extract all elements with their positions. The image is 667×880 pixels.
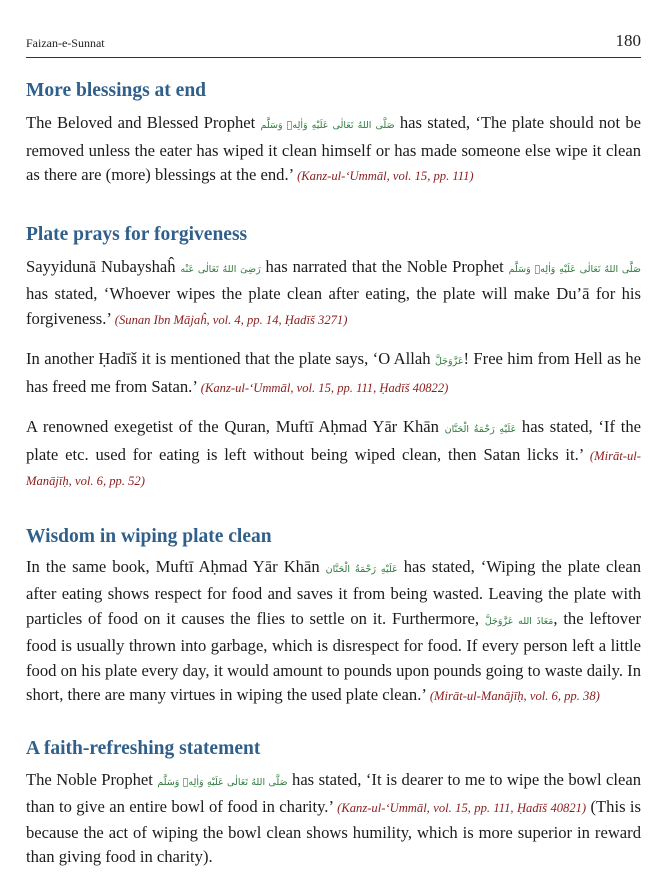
- honorific-prophet: صَلَّى اللهُ تَعَالٰى عَلَيْهِ وَاٰلِهٖ وَسَلَّم: [508, 263, 641, 275]
- text-run: In the same book, Muftī Aḥmad Yār Khān: [26, 556, 326, 576]
- section-heading-more-blessings: More blessings at end: [26, 80, 207, 101]
- section-heading-plate-prays: Plate prays for forgiveness: [26, 223, 248, 245]
- reference-citation: (Mirāt-ul-Manājīḥ, vol. 6, pp. 52): [26, 448, 641, 488]
- text-run: The Noble Prophet: [26, 769, 158, 789]
- book-title: Faizan-e-Sunnat: [26, 36, 105, 50]
- reference-citation: (Mirāt-ul-Manājīḥ, vol. 6, pp. 38): [429, 689, 600, 703]
- honorific-rahmat: عَلَيْهِ رَحْمَةُ الْحَنَّان: [325, 563, 398, 575]
- text-run: has stated, ‘If the plate etc. used for eating is left without being wiped clean, then Satan licks it.’: [26, 417, 641, 464]
- running-header: [26, 0, 641, 58]
- honorific-ma-azallah: مَعَاذَ الله عَزَّوَجَلَّ: [484, 615, 554, 627]
- paragraph-another-hadith: [26, 347, 641, 400]
- text-run: has stated, ‘The plate should not be removed unless the eater has wiped it clean himself or has made someone else wipe it clean as there are (more) blessings at the end.’: [26, 113, 641, 184]
- page-number: 180: [615, 31, 641, 50]
- section-heading-faith-refreshing: A faith-refreshing statement: [26, 737, 261, 759]
- reference-citation: (Kanz-ul-‘Ummāl, vol. 15, pp. 111, Ḥadīš 40821): [337, 801, 587, 815]
- honorific-rahmat: عَلَيْهِ رَحْمَةُ الْحَنَّان: [444, 424, 517, 435]
- text-run: Sayyidunā Nubayshaĥ: [26, 256, 181, 276]
- header-rule: [26, 57, 641, 58]
- honorific-prophet: صَلَّى اللهُ تَعَالٰى عَلَيْهِ وَاٰلِهٖ وَسَلَّم: [260, 120, 395, 131]
- text-run: A renowned exegetist of the Quran, Muftī Aḥmad Yār Khān: [26, 417, 445, 436]
- paragraph-more-blessings: [26, 111, 641, 189]
- paragraph-plate-prays: [26, 255, 641, 333]
- text-run: has stated, ‘Wiping the plate clean after eating shows respect for food and saves it from being wasted. Leaving the plate with particles of food on it causes the flies to settle on it. Furthermore,: [26, 556, 641, 628]
- reference-citation: (Kanz-ul-‘Ummāl, vol. 15, pp. 111): [297, 169, 474, 183]
- text-run: The Beloved and Blessed Prophet: [26, 113, 261, 132]
- honorific-prophet: صَلَّى اللهُ تَعَالٰى عَلَيْهِ وَاٰلِهٖ وَسَلَّم: [157, 776, 288, 788]
- text-run: ! Free him from Hell as he has freed me from Satan.’: [26, 349, 642, 396]
- honorific-radi: رَضِىَ اللهُ تَعَالٰى عَنْه: [180, 263, 261, 275]
- reference-citation: (Sunan Ibn Mājaĥ, vol. 4, pp. 14, Ḥadīš 3271): [114, 312, 348, 327]
- text-run: has narrated that the Noble Prophet: [260, 256, 509, 276]
- paragraph-wisdom: [26, 555, 641, 709]
- section-heading-wisdom: Wisdom in wiping plate clean: [26, 525, 272, 547]
- paragraph-exegetist: [26, 415, 641, 494]
- text-run: has stated, ‘Whoever wipes the plate clean after eating, the plate will make Du’ā for his forgiveness.’: [26, 284, 641, 328]
- text-run: , the leftover food is usually thrown into garbage, which is disrespect for food. If every person left a little food on his plate every day, it would amount to pounds upon pounds going to waste daily. In short, there are many virtues in wiping the used plate clean.’: [26, 608, 641, 704]
- paragraph-faith-refreshing: [26, 768, 641, 870]
- honorific-allah: عَزَّوَجَلَّ: [434, 356, 464, 367]
- text-run: (This is because the act of wiping the bowl clean shows humility, which is more superior in reward than giving food in charity).: [26, 797, 641, 866]
- text-run: In another Ḥadīš it is mentioned that the plate says, ‘O Allah: [26, 349, 435, 368]
- text-run: has stated, ‘It is dearer to me to wipe the bowl clean than to give an entire bowl of food in charity.’: [26, 769, 642, 816]
- reference-citation: (Kanz-ul-‘Ummāl, vol. 15, pp. 111, Ḥadīš 40822): [200, 380, 449, 395]
